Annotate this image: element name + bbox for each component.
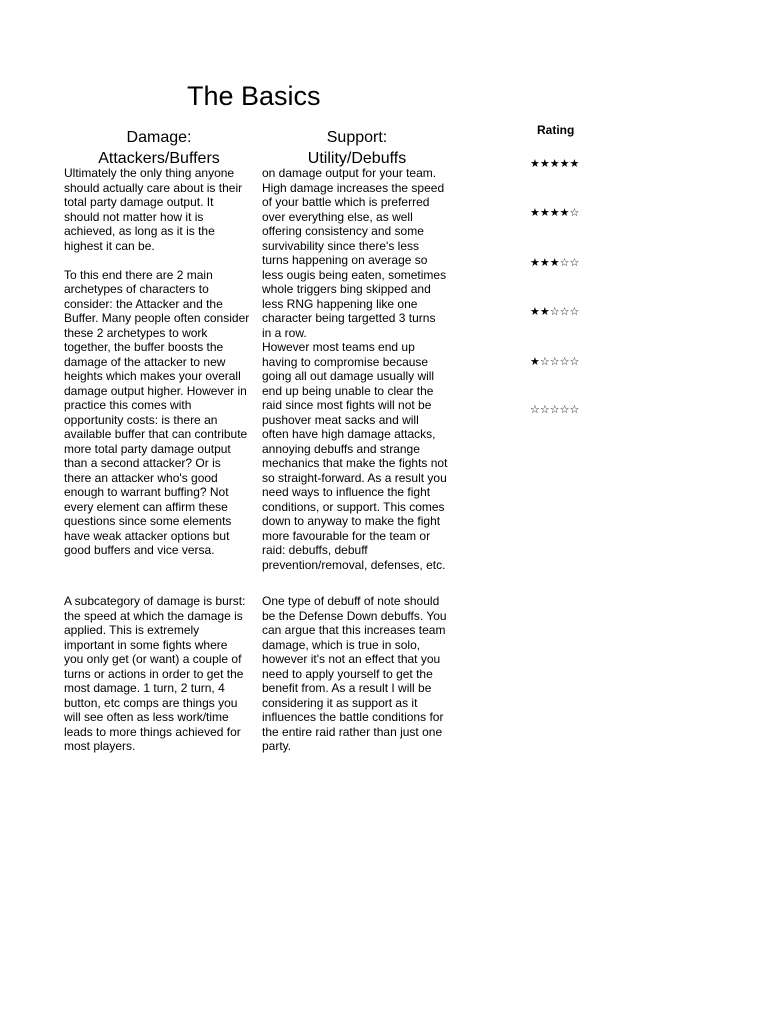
- damage-paragraph-1: Ultimately the only thing anyone should actually care about is their total party damage output. It should not matter how it is achieved, as long as it is the highest it can be.: [64, 166, 243, 253]
- damage-paragraph-3: A subcategory of damage is burst: the speed at which the damage is applied. This is extremely important in some fights where you only get (or want) a couple of turns or actions in order to get the most damage. 1 turn, 2 turn, 4 button, etc comps are things you will see often as less work/time leads to more things achieved for most players.: [64, 594, 246, 753]
- rating-four-stars: ★★★★☆: [530, 206, 580, 219]
- support-defense-down-section: [262, 594, 462, 754]
- damage-burst-section: [64, 594, 264, 754]
- damage-column-header: [64, 127, 254, 169]
- support-header-line2: Utility/Debuffs: [307, 150, 407, 167]
- support-column-header: [262, 127, 452, 169]
- rating-one-star: ★☆☆☆☆: [530, 355, 580, 368]
- damage-column: [64, 166, 264, 558]
- page-title: The Basics: [187, 81, 321, 111]
- damage-header-line1: Damage:: [126, 129, 192, 146]
- damage-paragraph-2: To this end there are 2 main archetypes of characters to consider: the Attacker and the Buffer. Many people often consider these 2 archetypes to work together, the buffer boosts the damage of the attacker to new heights which makes your overall damage output higher. However in practice this comes with opportunity costs: is there an available buffer that can contribute more total party damage output than a second attacker? Or is there an attacker who's good enough to warrant buffing? Not every element can affirm these questions since some elements have weak attacker options but good buffers and vice versa.: [64, 267, 250, 557]
- support-paragraph-1: on damage output for your team. High damage increases the speed of your battle which is preferred over everything else, as well offering consistency and some survivability since there's less turns happening on average so less ougis being eaten, sometimes whole triggers bing skipped and less RNG happening like one character being targetted 3 turns in a row. However most teams end up having to compromise because going all out damage usually will end up being unable to clear the raid since most fights will not be pushover meat sacks and will often have high damage attacks, annoying debuffs and strange mechanics that make the fights not so straight-forward. As a result you need ways to influence the fight conditions, or support. This comes down to anyway to make the fight more favourable for the team or raid: debuffs, debuff prevention/removal, defenses, etc.: [262, 166, 448, 572]
- rating-five-stars: ★★★★★: [530, 157, 580, 170]
- rating-three-stars: ★★★☆☆: [530, 256, 580, 269]
- rating-two-stars: ★★☆☆☆: [530, 305, 580, 318]
- damage-header-line2: Attackers/Buffers: [98, 150, 220, 167]
- support-paragraph-2: One type of debuff of note should be the Defense Down debuffs. You can argue that this increases team damage, which is true in solo, however it's not an effect that you need to apply yourself to get the benefit from. As a result I will be considering it as support as it influences the battle conditions for the entire raid rather than just one party.: [262, 594, 447, 753]
- support-header-line1: Support:: [326, 129, 388, 146]
- support-column: [262, 166, 462, 572]
- rating-title: Rating: [537, 123, 575, 137]
- rating-zero-stars: ☆☆☆☆☆: [530, 403, 580, 416]
